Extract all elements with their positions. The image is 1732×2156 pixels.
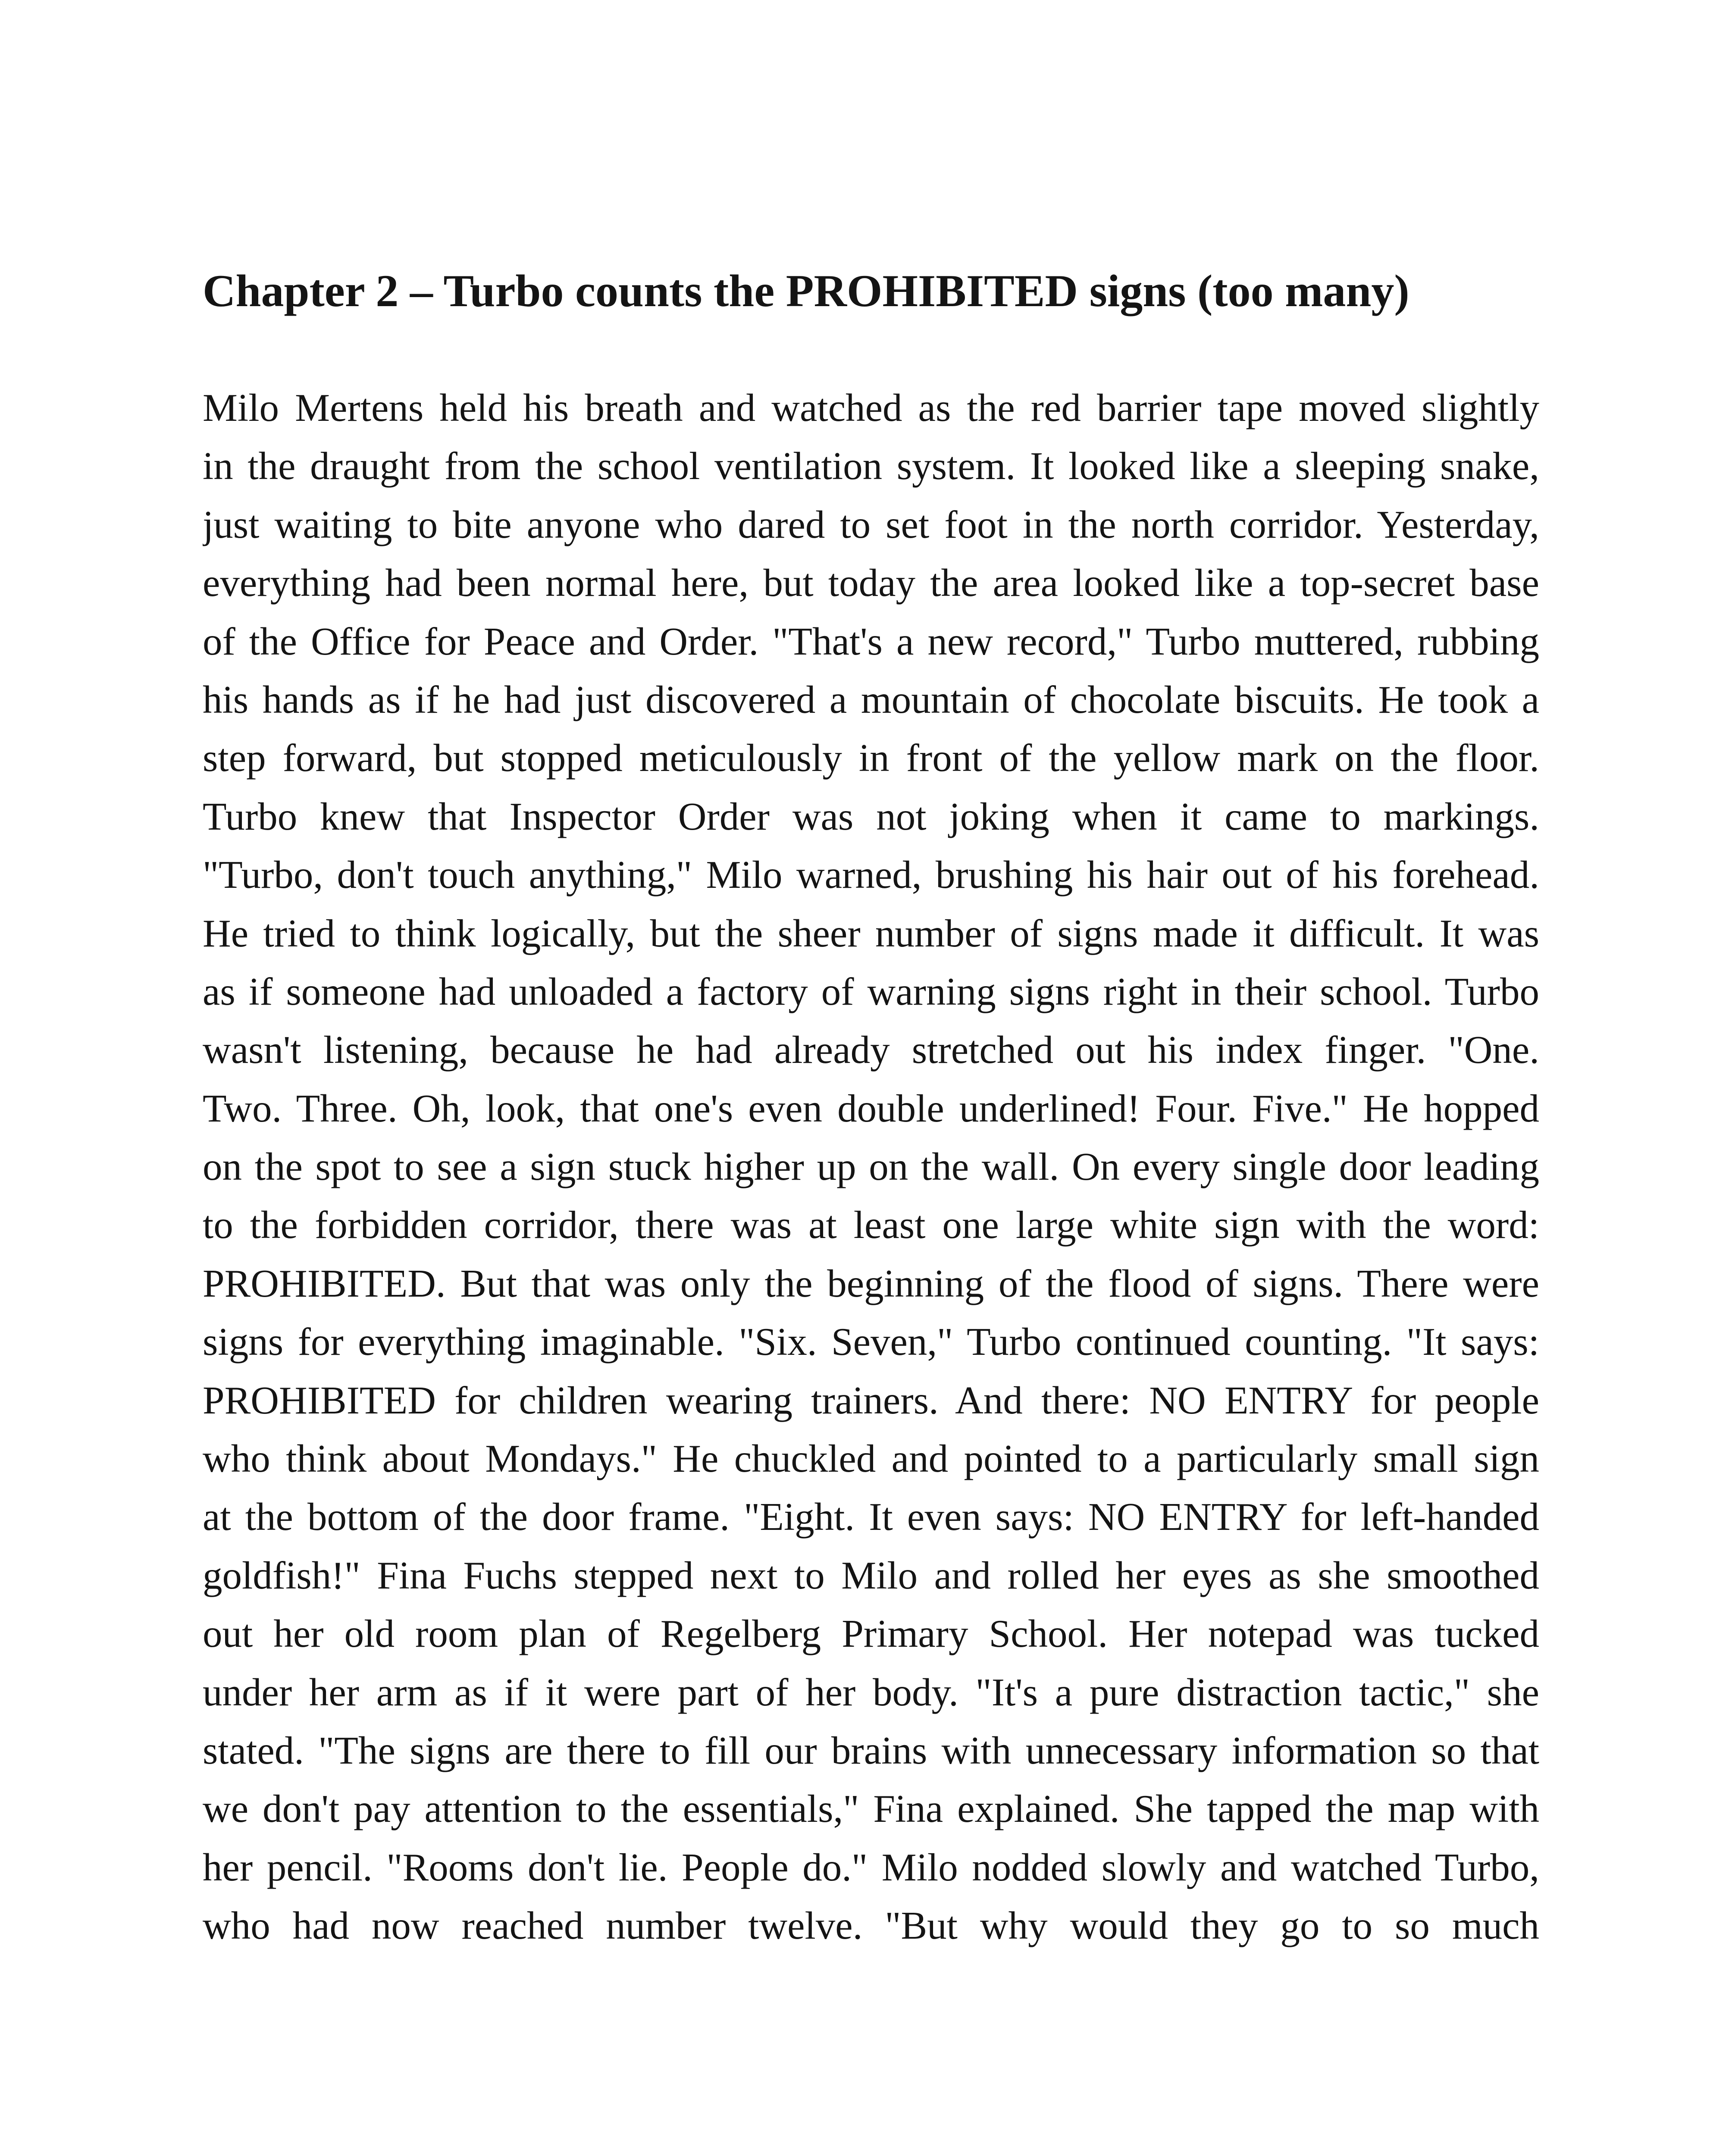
text-line: just waiting to bite anyone who dared to set foot in the north corridor. Yesterday,: [203, 502, 1539, 546]
body-paragraph: [203, 379, 1539, 1955]
text-line: Milo Mertens held his breath and watched as the red barrier tape moved slightly: [203, 386, 1539, 429]
text-line: goldfish!" Fina Fuchs stepped next to Milo and rolled her eyes as she smoothed: [203, 1553, 1539, 1597]
text-line: who think about Mondays." He chuckled and pointed to a particularly small sign: [203, 1437, 1539, 1481]
text-line: Turbo knew that Inspector Order was not joking when it came to markings.: [203, 794, 1539, 838]
text-line: under her arm as if it were part of her body. "It's a pure distraction tactic," she: [203, 1670, 1539, 1714]
text-line: to the forbidden corridor, there was at least one large white sign with the word:: [203, 1203, 1539, 1247]
text-line: who had now reached number twelve. "But why would they go to so much: [203, 1904, 1539, 1948]
text-line: stated. "The signs are there to fill our brains with unnecessary information so that: [203, 1728, 1539, 1772]
text-line: PROHIBITED for children wearing trainers. And there: NO ENTRY for people: [203, 1378, 1539, 1422]
text-line: wasn't listening, because he had already stretched out his index finger. "One.: [203, 1028, 1539, 1072]
text-line: Two. Three. Oh, look, that one's even double underlined! Four. Five." He hopped: [203, 1086, 1539, 1130]
text-line: of the Office for Peace and Order. "That's a new record," Turbo muttered, rubbing: [203, 619, 1539, 663]
text-line: out her old room plan of Regelberg Primary School. Her notepad was tucked: [203, 1612, 1539, 1656]
text-line: everything had been normal here, but today the area looked like a top-secret base: [203, 561, 1539, 605]
text-line: signs for everything imaginable. "Six. Seven," Turbo continued counting. "It says:: [203, 1320, 1539, 1364]
text-line: as if someone had unloaded a factory of warning signs right in their school. Turbo: [203, 969, 1539, 1013]
chapter-title: Chapter 2 – Turbo counts the PROHIBITED signs (too many): [203, 266, 1409, 316]
text-line: her pencil. "Rooms don't lie. People do." Milo nodded slowly and watched Turbo,: [203, 1845, 1539, 1889]
text-line: his hands as if he had just discovered a mountain of chocolate biscuits. He took a: [203, 677, 1539, 721]
text-line: PROHIBITED. But that was only the beginning of the flood of signs. There were: [203, 1261, 1539, 1305]
text-line: "Turbo, don't touch anything," Milo warned, brushing his hair out of his forehead.: [203, 853, 1539, 897]
text-line: we don't pay attention to the essentials," Fina explained. She tapped the map with: [203, 1787, 1539, 1831]
text-line: step forward, but stopped meticulously in front of the yellow mark on the floor.: [203, 736, 1539, 780]
text-line: at the bottom of the door frame. "Eight. It even says: NO ENTRY for left-handed: [203, 1495, 1539, 1539]
text-line: in the draught from the school ventilation system. It looked like a sleeping snake,: [203, 444, 1539, 488]
text-line: He tried to think logically, but the sheer number of signs made it difficult. It was: [203, 911, 1539, 955]
text-line: on the spot to see a sign stuck higher up on the wall. On every single door leading: [203, 1145, 1539, 1189]
